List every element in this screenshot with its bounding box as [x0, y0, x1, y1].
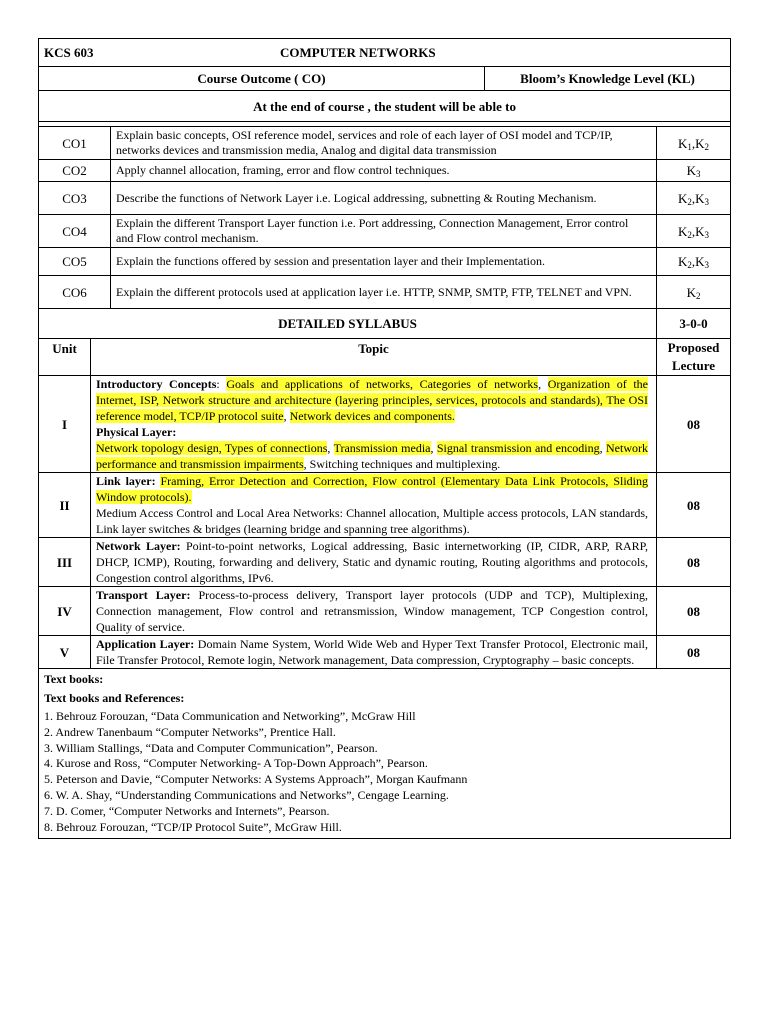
reference-item: 6. W. A. Shay, “Understanding Communications and Networks”, Cengage Learning.: [44, 787, 449, 802]
topic-text: ,: [538, 377, 548, 391]
topic-paragraph: [96, 505, 648, 537]
co-description: Explain the different protocols used at application layer i.e. HTTP, SNMP, SMTP, FTP, TELNET and VPN.: [111, 276, 657, 309]
topic-paragraph: [96, 636, 648, 668]
unit-number: II: [39, 473, 91, 538]
highlighted-topic: Goals and applications of networks, Categories of networks: [226, 377, 539, 391]
unit-lecture-count: 08: [657, 376, 731, 473]
intro-row: [39, 91, 731, 122]
co-knowledge-level: $K_3$: [657, 160, 731, 182]
unit-lecture-count: 08: [657, 538, 731, 587]
reference-item: 3. William Stallings, “Data and Computer Communication”, Pearson.: [44, 740, 378, 755]
highlighted-topic: Signal transmission and encoding: [436, 441, 600, 455]
co-row: [39, 276, 731, 309]
reference-item: 1. Behrouz Forouzan, “Data Communication and Networking”, McGraw Hill: [44, 709, 416, 723]
topic-column-header: Topic: [91, 339, 657, 376]
topic-text: ,: [283, 409, 290, 423]
syllabus-heading: DETAILED SYLLABUS: [39, 309, 657, 339]
course-code: KCS 603: [44, 45, 94, 60]
unit-row: [39, 376, 731, 473]
co-description: Explain basic concepts, OSI reference model, services and role of each layer of OSI model and TCP/IP, networks devices and transmission media, Analog and digital data transmission: [111, 127, 657, 160]
co-row: [39, 182, 731, 215]
co-description: Apply channel allocation, framing, error and flow control techniques.: [111, 160, 657, 182]
unit-topics: [91, 636, 657, 669]
co-id: CO5: [39, 248, 111, 276]
intro-text: At the end of course , the student will be able to: [39, 91, 731, 122]
references-cell: [39, 669, 731, 839]
highlighted-topic: Network devices and components.: [289, 409, 455, 423]
topic-text: ,: [599, 441, 606, 455]
co-id: CO2: [39, 160, 111, 182]
co-row: [39, 215, 731, 248]
kl-heading: Bloom’s Knowledge Level (KL): [485, 67, 731, 91]
highlighted-topic: Framing, Error Detection and Correction, Flow control (Elementary Data Link Protocols, Sliding Window protocols).: [96, 474, 648, 504]
topic-heading: Network Layer:: [96, 539, 181, 553]
unit-topics: [91, 538, 657, 587]
syllabus-columns-row: [39, 339, 731, 376]
unit-topics: [91, 376, 657, 473]
textbooks-heading: Text books:: [44, 672, 104, 686]
topic-text: ,: [327, 441, 334, 455]
topic-paragraph: [96, 473, 648, 505]
unit-topics: [91, 473, 657, 538]
co-row: [39, 248, 731, 276]
syllabus-document: [38, 38, 730, 839]
co-id: CO1: [39, 127, 111, 160]
unit-lecture-count: 08: [657, 473, 731, 538]
unit-number: III: [39, 538, 91, 587]
unit-column-header: Unit: [39, 339, 91, 376]
topic-heading: Physical Layer:: [96, 425, 177, 439]
references-row: [39, 669, 731, 839]
co-id: CO6: [39, 276, 111, 309]
unit-row: [39, 538, 731, 587]
course-title: COMPUTER NETWORKS: [280, 45, 436, 60]
course-outcomes: [39, 127, 731, 309]
co-knowledge-level: $K_2,K_3$: [657, 215, 731, 248]
syllabus-table: [38, 38, 731, 839]
unit-lecture-count: 08: [657, 636, 731, 669]
co-id: CO3: [39, 182, 111, 215]
highlighted-topic: Network topology design, Types of connections: [96, 441, 328, 455]
reference-item: 8. Behrouz Forouzan, “TCP/IP Protocol Suite”, McGraw Hill.: [44, 819, 342, 834]
highlighted-topic: Transmission media: [333, 441, 431, 455]
syllabus-heading-row: [39, 309, 731, 339]
co-description: Describe the functions of Network Layer i.e. Logical addressing, subnetting & Routing Mechanism.: [111, 182, 657, 215]
co-knowledge-level: $K_2$: [657, 276, 731, 309]
co-knowledge-level: $K_1,K_2$: [657, 127, 731, 160]
unit-row: [39, 473, 731, 538]
reference-item: 2. Andrew Tanenbaum “Computer Networks”, Prentice Hall.: [44, 724, 336, 739]
topic-heading: Transport Layer:: [96, 588, 191, 602]
topic-heading: Introductory Concepts: [96, 377, 217, 391]
references-heading: Text books and References:: [44, 691, 185, 705]
topic-text: , Switching techniques and multiplexing.: [303, 457, 501, 471]
topic-paragraph: [96, 376, 648, 424]
co-row: [39, 160, 731, 182]
co-knowledge-level: $K_2,K_3$: [657, 182, 731, 215]
topic-text: ,: [430, 441, 437, 455]
topic-paragraph: [96, 587, 648, 635]
co-description: Explain the different Transport Layer function i.e. Port addressing, Connection Management, Error control and Flow control mechanism.: [111, 215, 657, 248]
co-id: CO4: [39, 215, 111, 248]
topic-paragraph: [96, 440, 648, 472]
topic-paragraph: [96, 538, 648, 586]
highlighted-topic: Organization of the Internet, ISP, Network structure and architecture (layering principles, services, protocols and standards), The OSI reference model, TCP/IP protocol suite: [96, 377, 648, 423]
topic-text: Domain Name System, World Wide Web and Hyper Text Transfer Protocol, Electronic mail, File Transfer Protocol, Remote login, Network management, Data compression, Cryptography – basic concepts.: [96, 637, 648, 667]
co-header-row: [39, 67, 731, 91]
unit-number: IV: [39, 587, 91, 636]
unit-topics: [91, 587, 657, 636]
co-knowledge-level: $K_2,K_3$: [657, 248, 731, 276]
title-row: [39, 39, 731, 67]
topic-text: Point-to-point networks, Logical addressing, Basic internetworking (IP, CIDR, ARP, RARP, DHCP, ICMP), Routing, forwarding and delivery, Static and dynamic routing, Routing algorithms and protocols, Congestion control algorithms, IPv6.: [96, 539, 649, 585]
topic-heading: Link layer:: [96, 474, 156, 488]
highlighted-topic: Network performance and transmission impairments: [96, 441, 648, 471]
topic-text: Medium Access Control and Local Area Networks: Channel allocation, Multiple access protocols, LAN standards, Link layer switches & bridges (learning bridge and spanning tree algorithms).: [96, 506, 648, 536]
co-heading: Course Outcome ( CO): [39, 67, 485, 91]
topic-text: :: [216, 377, 227, 391]
topic-paragraph: [96, 424, 648, 440]
unit-lecture-count: 08: [657, 587, 731, 636]
lecture-column-header: Proposed Lecture: [657, 339, 731, 376]
unit-number: V: [39, 636, 91, 669]
unit-row: [39, 636, 731, 669]
reference-list: [44, 709, 725, 835]
detailed-syllabus: [39, 309, 731, 669]
co-row: [39, 127, 731, 160]
topic-heading: Application Layer:: [96, 637, 195, 651]
unit-row: [39, 587, 731, 636]
reference-item: 7. D. Comer, “Computer Networks and Internets”, Pearson.: [44, 803, 330, 818]
co-description: Explain the functions offered by session and presentation layer and their Implementation.: [111, 248, 657, 276]
topic-text: Process-to-process delivery, Transport layer protocols (UDP and TCP), Multiplexing, Connection management, Flow control and retransmission, Window management, TCP Congestion control, Quality of service.: [96, 588, 648, 634]
ltp-value: 3-0-0: [657, 309, 731, 339]
unit-number: I: [39, 376, 91, 473]
reference-item: 4. Kurose and Ross, “Computer Networking- A Top-Down Approach”, Pearson.: [44, 756, 428, 771]
reference-item: 5. Peterson and Davie, “Computer Networks: A Systems Approach”, Morgan Kaufmann: [44, 772, 468, 787]
